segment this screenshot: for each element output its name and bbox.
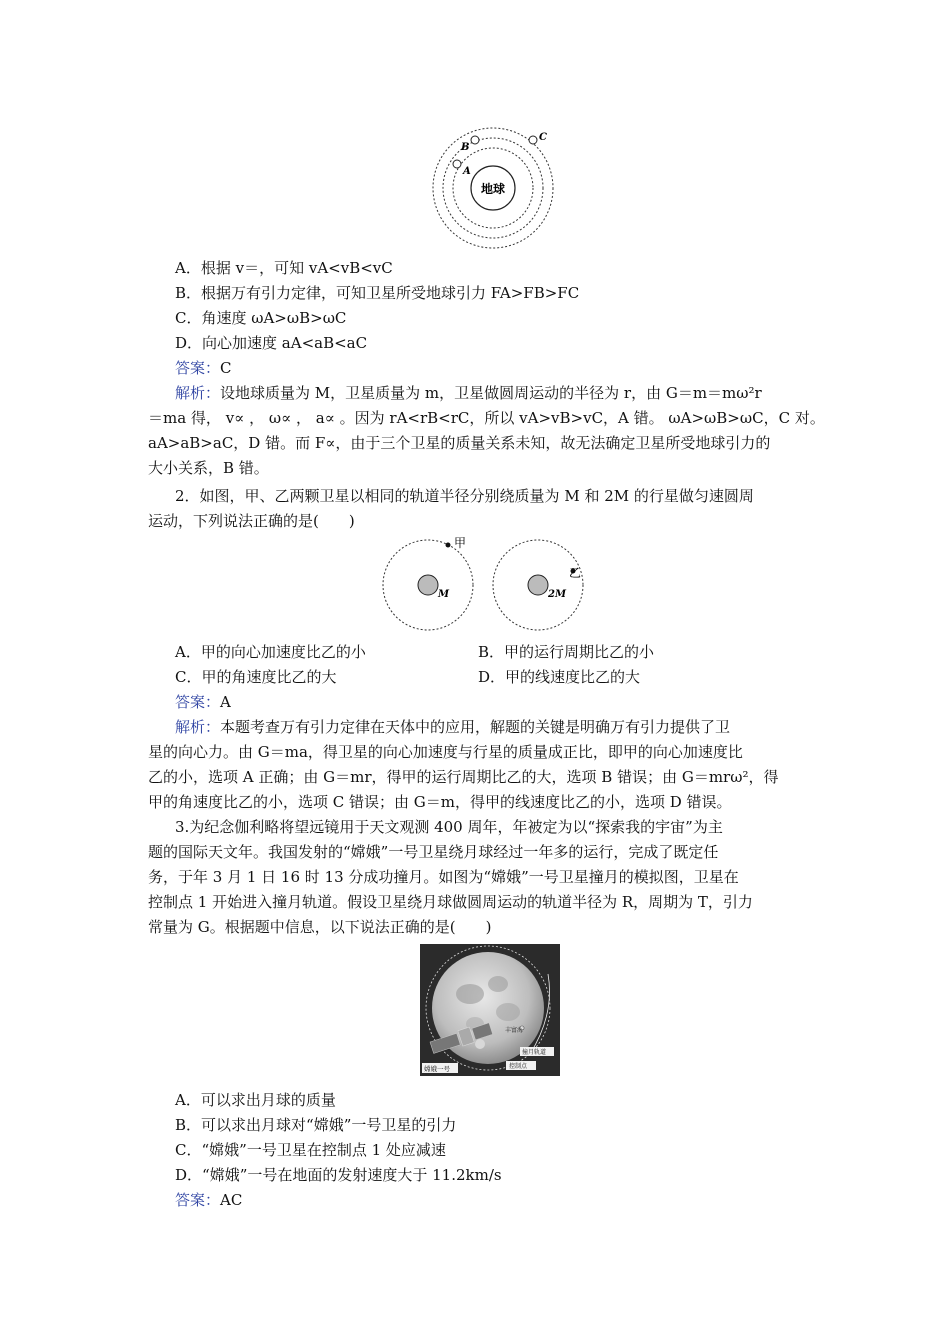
q3-option-c: C．“嫦娥”一号卫星在控制点 1 处应减速 <box>175 1141 446 1159</box>
q1-analysis-line-2: ＝ma 得， v∝ ， ω∝ ， a∝ 。因为 rA<rB<rC，所以 vA>vB>vC，A 错。 ωA>ωB>ωC，C 对。 <box>148 409 825 427</box>
q2-analysis-line-3: 乙的小，选项 A 正确；由 G＝mr，得甲的运行周期比乙的大，选项 B 错误；由 G＝mrω²，得 <box>148 768 779 786</box>
label-yi: 乙 <box>569 566 582 580</box>
label-c: C <box>539 132 547 143</box>
q1-option-a: A．根据 v＝，可知 vA<vB<vC <box>175 259 393 277</box>
orbit-figure-two-planets <box>378 535 582 635</box>
q1-answer <box>175 356 232 380</box>
label-impact-orbit: 撞月轨道 <box>522 1049 547 1056</box>
q1-analysis-line-1 <box>175 381 762 405</box>
earth-label: 地球 <box>480 182 506 196</box>
label-fengfuhai: 丰富海 <box>505 1027 524 1034</box>
q3-stem-line-4: 控制点 1 开始进入撞月轨道。假设卫星绕月球做圆周运动的轨道半径为 R，周期为 T，引力 <box>148 893 753 911</box>
q2-option-b: B．甲的运行周期比乙的小 <box>478 643 655 661</box>
analysis-label: 解析： <box>175 384 221 402</box>
q1-analysis-line-4: 大小关系，B 错。 <box>148 459 269 477</box>
answer-label: 答案： <box>175 1191 221 1209</box>
analysis-label: 解析： <box>175 718 221 736</box>
satellite-c <box>529 136 537 144</box>
q3-option-a: A．可以求出月球的质量 <box>175 1091 336 1109</box>
q3-stem-line-2: 题的国际天文年。我国发射的“嫦娥”一号卫星绕月球经过一年多的运行，完成了既定任 <box>148 843 719 861</box>
analysis-text: 本题考查万有引力定律在天体中的应用，解题的关键是明确万有引力提供了卫 <box>220 718 731 736</box>
analysis-text: 设地球质量为 M，卫星质量为 m，卫星做圆周运动的半径为 r，由 G＝m＝mω²r <box>220 384 762 402</box>
q2-analysis-line-2: 星的向心力。由 G＝ma，得卫星的向心加速度与行星的质量成正比，即甲的向心加速度比 <box>148 743 743 761</box>
q3-option-d: D．“嫦娥”一号在地面的发射速度大于 11.2km/s <box>175 1166 502 1184</box>
crater <box>475 1039 485 1049</box>
label-b: B <box>461 142 470 153</box>
q1-option-c: C．角速度 ωA>ωB>ωC <box>175 309 347 327</box>
q2-analysis-line-1 <box>175 715 730 739</box>
satellite-b <box>471 136 479 144</box>
planet-2m <box>528 575 548 595</box>
satellite-a <box>453 160 461 168</box>
mare-3 <box>496 1003 520 1021</box>
answer-label: 答案： <box>175 693 221 711</box>
label-chang-e: 嫦娥一号 <box>424 1065 450 1073</box>
q2-option-a: A．甲的向心加速度比乙的小 <box>175 643 366 661</box>
label-2m: 2M <box>548 589 567 600</box>
satellite-jia <box>446 543 451 548</box>
q3-stem-line-1: 3.为纪念伽利略将望远镜用于天文观测 400 周年，年被定为以“探索我的宇宙”为主 <box>175 818 723 836</box>
moon-impact-figure <box>420 944 560 1076</box>
orbit-figure-earth <box>425 128 555 253</box>
answer-value: AC <box>220 1191 243 1209</box>
q3-option-b: B．可以求出月球对“嫦娥”一号卫星的引力 <box>175 1116 457 1134</box>
answer-value: A <box>220 693 231 711</box>
label-m: M <box>438 589 450 600</box>
label-jia: 甲 <box>454 536 467 550</box>
q3-stem-line-5: 常量为 G。根据题中信息，以下说法正确的是( ) <box>148 918 492 936</box>
label-control-point: 控制点 <box>509 1063 528 1070</box>
q2-answer <box>175 690 231 714</box>
answer-label: 答案： <box>175 359 221 377</box>
q3-answer <box>175 1188 242 1212</box>
label-a: A <box>463 166 471 177</box>
planet-m <box>418 575 438 595</box>
mare-2 <box>488 976 508 992</box>
q2-option-d: D．甲的线速度比乙的大 <box>478 668 641 686</box>
q3-stem-line-3: 务，于年 3 月 1 日 16 时 13 分成功撞月。如图为“嫦娥”一号卫星撞月的模拟图，卫星在 <box>148 868 739 886</box>
q2-analysis-line-4: 甲的角速度比乙的小，选项 C 错误；由 G＝m，得甲的线速度比乙的小，选项 D 错误。 <box>148 793 732 811</box>
q2-stem-line-1: 2．如图，甲、乙两颗卫星以相同的轨道半径分别绕质量为 M 和 2M 的行星做匀速圆周 <box>175 487 754 505</box>
q1-option-b: B．根据万有引力定律，可知卫星所受地球引力 FA>FB>FC <box>175 284 580 302</box>
answer-value: C <box>220 359 232 377</box>
mare-1 <box>456 984 484 1004</box>
q1-option-d: D．向心加速度 aA<aB<aC <box>175 334 368 352</box>
q1-analysis-line-3: aA>aB>aC，D 错。而 F∝，由于三个卫星的质量关系未知，故无法确定卫星所受地球引力的 <box>148 434 771 452</box>
q2-option-c: C．甲的角速度比乙的大 <box>175 668 337 686</box>
q2-stem-line-2: 运动，下列说法正确的是( ) <box>148 512 355 530</box>
